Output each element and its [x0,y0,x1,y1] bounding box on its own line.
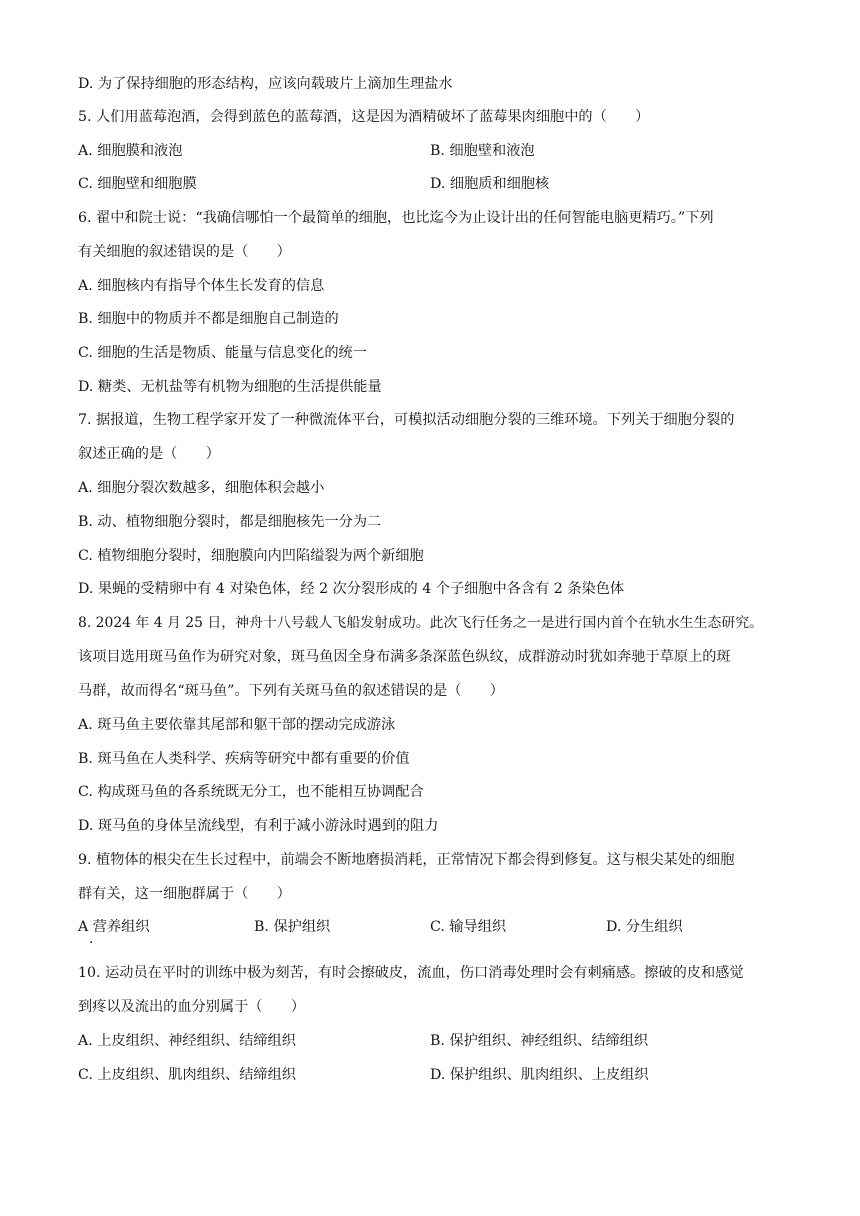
q9-option-b: B. 保护组织 [254,919,331,935]
q9-option-a: A 营养组织 [78,919,150,935]
q7-option-d: D. 果蝇的受精卵中有 4 对染色体，经 2 次分裂形成的 4 个子细胞中各含有 2 条染色体 [78,581,625,597]
q8-option-c: C. 构成斑马鱼的各系统既无分工，也不能相互协调配合 [78,784,424,800]
q9-option-c: C. 输导组织 [430,919,507,935]
q5-option-d: D. 细胞质和细胞核 [430,176,550,192]
q5-option-a: A. 细胞膜和液泡 [78,143,183,159]
q7-option-a: A. 细胞分裂次数越多，细胞体积会越小 [78,480,325,496]
q5-option-c: C. 细胞壁和细胞膜 [78,176,197,192]
q7-stem-line1: 7. 据报道，生物工程学家开发了一种微流体平台，可模拟活动细胞分裂的三维环境。下列关于细胞分裂的 [78,412,735,428]
q10-option-a: A. 上皮组织、神经组织、结缔组织 [78,1033,296,1049]
q6-stem-line1: 6. 翟中和院士说：“我确信哪怕一个最简单的细胞，也比迄今为止设计出的任何智能电脑更精巧。”下列 [78,210,714,226]
q4-option-d: D. 为了保持细胞的形态结构，应该向载玻片上滴加生理盐水 [78,76,453,92]
q7-option-c: C. 植物细胞分裂时，细胞膜向内凹陷缢裂为两个新细胞 [78,548,424,564]
stray-dot: . [89,931,94,947]
q9-option-d: D. 分生组织 [606,919,683,935]
q10-option-b: B. 保护组织、神经组织、结缔组织 [430,1033,649,1049]
q5-option-b: B. 细胞壁和液泡 [430,143,535,159]
q5-stem: 5. 人们用蓝莓泡酒，会得到蓝色的蓝莓酒，这是因为酒精破坏了蓝莓果肉细胞中的（ ） [78,109,650,125]
q10-stem-line1: 10. 运动员在平时的训练中极为刻苦，有时会擦破皮，流血，伤口消毒处理时会有刺痛感。擦破的皮和感觉 [78,965,744,981]
q10-option-d: D. 保护组织、肌肉组织、上皮组织 [430,1067,649,1083]
q9-stem-line2: 群有关，这一细胞群属于（ ） [78,886,291,902]
q6-option-c: C. 细胞的生活是物质、能量与信息变化的统一 [78,345,367,361]
q8-option-a: A. 斑马鱼主要依靠其尾部和躯干部的摆动完成游泳 [78,717,396,733]
q6-option-b: B. 细胞中的物质并不都是细胞自己制造的 [78,311,339,327]
q7-option-b: B. 动、植物细胞分裂时，都是细胞核先一分为二 [78,514,382,530]
q10-option-c: C. 上皮组织、肌肉组织、结缔组织 [78,1067,296,1083]
q8-stem-line3: 马群，故而得名“斑马鱼”。下列有关斑马鱼的叙述错误的是（ ） [78,683,504,699]
q7-stem-line2: 叙述正确的是（ ） [78,446,220,462]
q8-stem-line1: 8. 2024 年 4 月 25 日，神舟十八号载人飞船发射成功。此次飞行任务之一是进行国内首个在轨水生生态研究。 [78,615,764,631]
q8-option-d: D. 斑马鱼的身体呈流线型，有利于减小游泳时遇到的阻力 [78,818,439,834]
q8-stem-line2: 该项目选用斑马鱼作为研究对象，斑马鱼因全身布满多条深蓝色纵纹，成群游动时犹如奔驰于草原上的斑 [78,649,731,665]
q6-option-d: D. 糖类、无机盐等有机物为细胞的生活提供能量 [78,379,382,395]
q8-option-b: B. 斑马鱼在人类科学、疾病等研究中都有重要的价值 [78,751,410,767]
q10-stem-line2: 到疼以及流出的血分别属于（ ） [78,999,306,1015]
q6-stem-line2: 有关细胞的叙述错误的是（ ） [78,244,291,260]
q6-option-a: A. 细胞核内有指导个体生长发育的信息 [78,278,325,294]
q9-stem-line1: 9. 植物体的根尖在生长过程中，前端会不断地磨损消耗，正常情况下都会得到修复。这与根尖某处的细胞 [78,852,735,868]
